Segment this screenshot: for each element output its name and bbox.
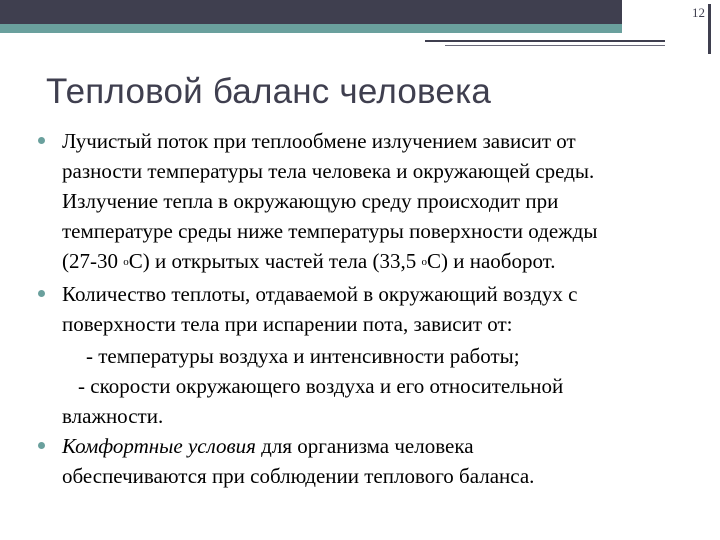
text-line: поверхности тела при испарении пота, зависит от:	[62, 312, 513, 336]
corner-decoration-line	[425, 40, 665, 42]
text-line: температуре среды ниже температуры поверхности одежды	[62, 219, 598, 243]
header-bar-dark	[0, 0, 720, 24]
header-bar-divider	[0, 33, 720, 36]
bullet-dot-icon	[38, 290, 45, 297]
text-fragment: С) и наоборот.	[426, 249, 556, 273]
bullet-item-evaporation	[36, 279, 690, 339]
text-line	[62, 246, 690, 277]
sub-item-temperature: - температуры воздуха и интенсивности работы;	[86, 344, 520, 368]
emphasis-text: Комфортные условия	[62, 434, 256, 458]
corner-decoration-line-thin	[445, 45, 665, 46]
text-fragment: для организма человека	[255, 434, 474, 458]
text-line: Излучение тепла в окружающую среду происходит при	[62, 189, 559, 213]
bullet-item-radiation	[36, 126, 690, 277]
text-line: разности температуры тела человека и окружающей среды.	[62, 159, 595, 183]
sub-item-air-speed: - скорости окружающего воздуха и его относительной	[78, 374, 564, 398]
text-line: влажности.	[62, 404, 164, 428]
text-fragment: (27-30	[62, 249, 124, 273]
text-line: Количество теплоты, отдаваемой в окружающий воздух с	[62, 282, 578, 306]
text-line	[62, 431, 690, 461]
header-bar-accent	[0, 24, 720, 33]
corner-decoration-side	[708, 4, 711, 54]
degree-mark: о	[123, 256, 129, 268]
slide-number: 12	[692, 5, 705, 20]
degree-mark: о	[421, 256, 427, 268]
slide-title: Тепловой баланс человека	[46, 72, 492, 111]
bullet-dot-icon	[38, 442, 45, 449]
text-line: Лучистый поток при теплообмене излучением зависит от	[62, 129, 576, 153]
bullet-dot-icon	[38, 137, 45, 144]
corner-panel	[622, 0, 720, 58]
text-fragment: С) и открытых частей тела (33,5	[128, 249, 422, 273]
text-line: обеспечиваются при соблюдении теплового баланса.	[62, 464, 535, 488]
slide-content	[36, 126, 690, 493]
bullet-item-comfort	[36, 431, 690, 491]
